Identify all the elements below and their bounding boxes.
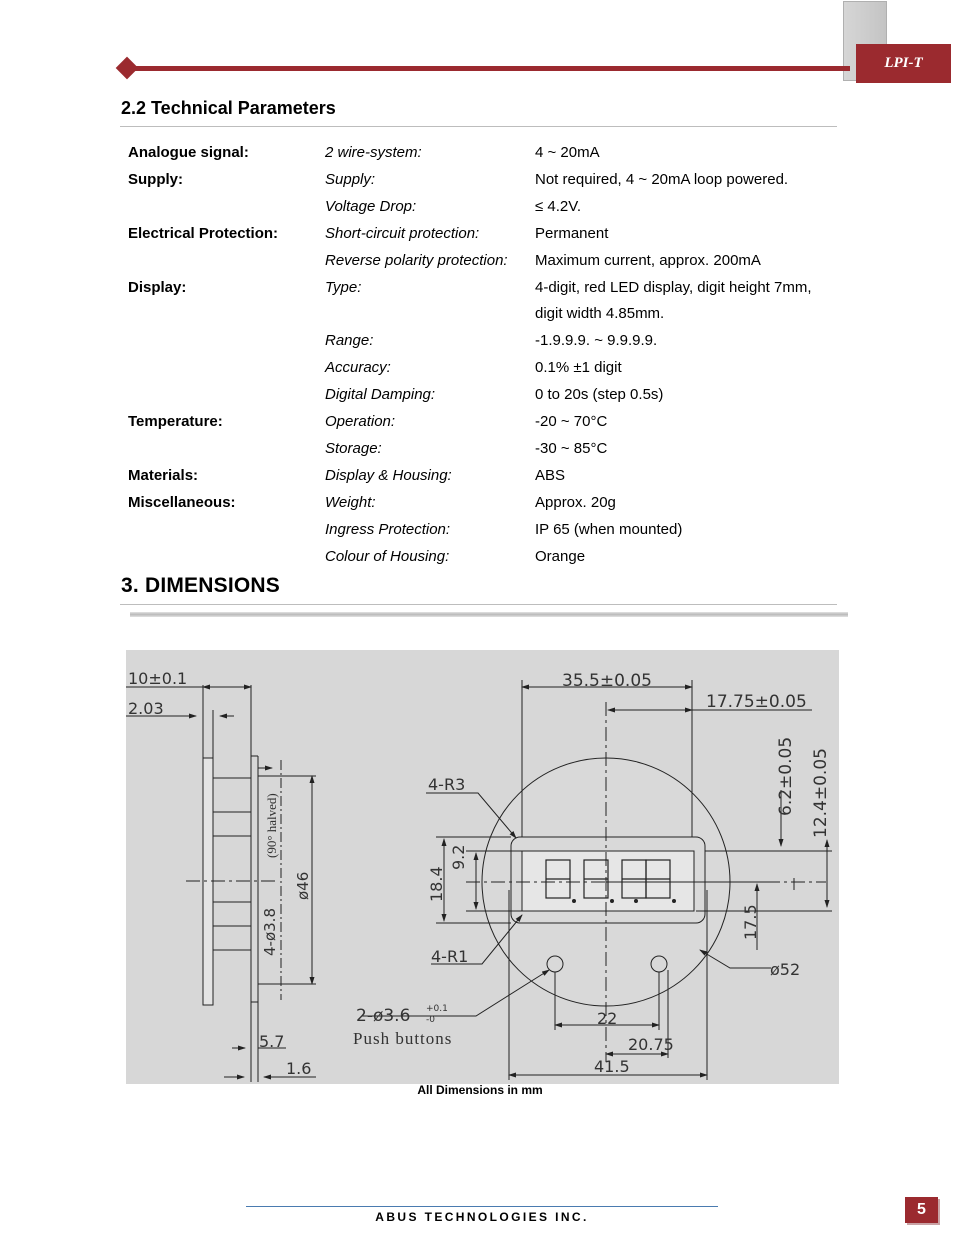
dim-label: Push buttons <box>353 1029 453 1048</box>
spec-row <box>128 544 848 570</box>
drawing-caption: All Dimensions in mm <box>417 1083 543 1097</box>
spec-param-label: Weight: <box>325 493 376 511</box>
dim-label: 20.75 <box>628 1035 674 1054</box>
dim-label: 2.03 <box>128 699 164 718</box>
dim-label: +0.1 <box>426 1004 448 1014</box>
spec-param-label: Operation: <box>325 413 396 430</box>
header-label: LPI-T <box>856 44 951 83</box>
spec-param-label: Colour of Housing: <box>325 547 450 565</box>
spec-row <box>128 490 848 516</box>
spec-value: digit width 4.85mm. <box>535 305 665 323</box>
side-view <box>126 685 316 1082</box>
dim-label: 1.6 <box>286 1059 312 1078</box>
spec-param-label: Digital Damping: <box>325 386 436 404</box>
spec-row <box>128 409 848 435</box>
dim-label: 41.5 <box>594 1057 630 1076</box>
dim-label: 10±0.1 <box>128 669 188 688</box>
dim-label: -0 <box>426 1015 435 1025</box>
dim-label: 4-R3 <box>428 775 466 794</box>
spec-group-label: Display: <box>128 278 187 296</box>
spec-value: Maximum current, approx. 200mA <box>535 251 761 269</box>
spec-group-label: Electrical Protection: <box>128 224 279 242</box>
spec-row <box>128 221 848 247</box>
spec-value: 0 to 20s (step 0.5s) <box>535 386 664 404</box>
dim-label: 4-R1 <box>431 947 469 966</box>
footer-rule <box>246 1206 718 1207</box>
spec-param-label: Short-circuit protection: <box>325 224 480 242</box>
spec-param-label: Display & Housing: <box>325 466 452 484</box>
spec-param-label: Reverse polarity protection: <box>325 251 508 269</box>
dim-label: 18.4 <box>427 866 446 902</box>
header-rule <box>128 66 850 71</box>
spec-row <box>128 463 848 489</box>
spec-row <box>128 275 848 301</box>
spec-group-label: Materials: <box>128 466 199 484</box>
spec-row <box>128 140 848 166</box>
dimension-drawing <box>126 650 839 1084</box>
dim-label: ø46 <box>294 871 312 900</box>
spec-row <box>128 517 848 543</box>
spec-row <box>128 382 848 408</box>
spec-row <box>128 194 848 220</box>
dim-label: 2-ø3.6 <box>356 1006 411 1026</box>
dim-label: 5.7 <box>259 1032 285 1051</box>
spec-param-label: 2 wire-system: <box>325 144 422 161</box>
dim-label: 9.2 <box>449 844 468 870</box>
spec-row <box>128 167 848 193</box>
spec-value: Orange <box>535 547 586 565</box>
spec-param-label: Voltage Drop: <box>325 197 417 215</box>
spec-group-label: Analogue signal: <box>128 144 249 161</box>
section-rule <box>120 604 837 605</box>
spec-row <box>128 248 848 274</box>
spec-value: ABS <box>535 466 566 484</box>
spec-group-label: Miscellaneous: <box>128 493 236 511</box>
spec-row <box>128 328 848 354</box>
dim-label: (90° halved) <box>264 793 279 858</box>
dim-label: 12.4±0.05 <box>811 748 831 838</box>
spec-param-label: Supply: <box>325 170 376 188</box>
spec-value: 4-digit, red LED display, digit height 7mm, <box>535 278 812 296</box>
spec-row <box>128 355 848 381</box>
dim-label: 17.75±0.05 <box>706 692 807 712</box>
section-rule <box>120 126 837 127</box>
spec-param-label: Range: <box>325 332 374 350</box>
page-number: 5 <box>905 1197 938 1223</box>
section-divider <box>130 612 848 617</box>
dim-label: 6.2±0.05 <box>776 736 796 816</box>
section-heading-dimensions: 3. DIMENSIONS <box>121 574 280 597</box>
spec-value: Permanent <box>535 224 609 242</box>
spec-row <box>128 436 848 462</box>
spec-row <box>128 301 848 327</box>
spec-group-label: Temperature: <box>128 413 223 430</box>
spec-value: 4 ~ 20mA <box>535 144 600 161</box>
dim-label: ø52 <box>770 960 801 979</box>
section-heading-technical-parameters: 2.2 Technical Parameters <box>121 98 336 118</box>
spec-value: Not required, 4 ~ 20mA loop powered. <box>535 170 789 188</box>
spec-param-label: Accuracy: <box>325 359 391 377</box>
spec-value: Approx. 20g <box>535 493 616 511</box>
dim-label: 4-ø3.8 <box>261 908 279 956</box>
spec-value: ≤ 4.2V. <box>535 197 582 215</box>
spec-value: 0.1% ±1 digit <box>535 359 622 377</box>
spec-group-label: Supply: <box>128 170 183 188</box>
spec-value: -20 ~ 70°C <box>535 413 608 430</box>
spec-param-label: Type: <box>325 278 362 296</box>
dim-label: 35.5±0.05 <box>562 671 652 691</box>
dim-label: 22 <box>597 1009 618 1028</box>
spec-value: -30 ~ 85°C <box>535 439 608 457</box>
header-diamond-icon <box>116 57 139 80</box>
footer-company: ABUS TECHNOLOGIES INC. <box>375 1210 589 1224</box>
spec-param-label: Storage: <box>325 439 382 457</box>
spec-param-label: Ingress Protection: <box>325 520 451 538</box>
spec-value: IP 65 (when mounted) <box>535 520 683 538</box>
dim-label: 17.5 <box>741 904 760 940</box>
spec-value: -1.9.9.9. ~ 9.9.9.9. <box>535 332 658 350</box>
